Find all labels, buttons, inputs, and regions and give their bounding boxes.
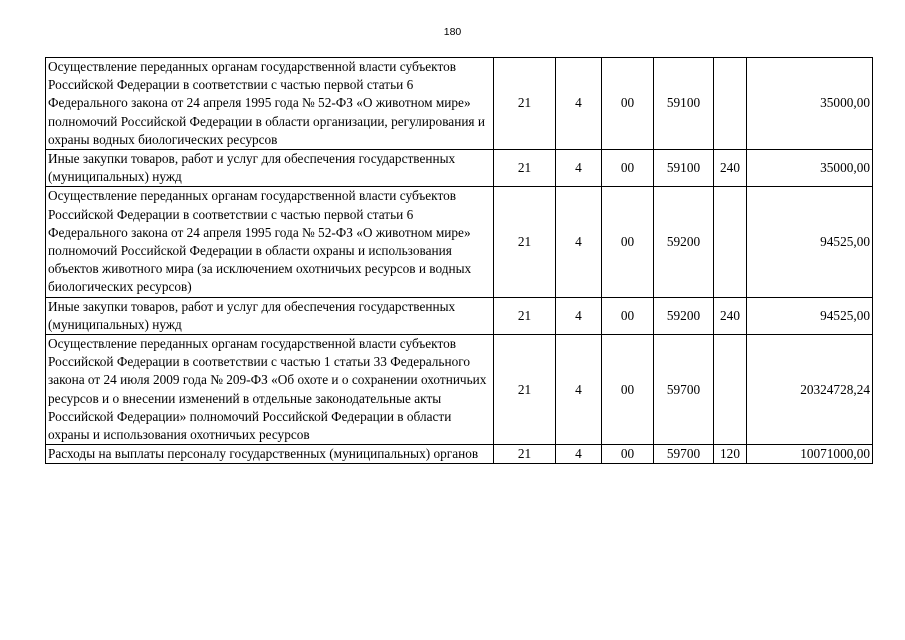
- row-ved: 21: [494, 150, 556, 187]
- budget-table: [45, 57, 873, 464]
- row-ved: 21: [494, 445, 556, 464]
- row-vr: 120: [714, 445, 747, 464]
- row-amount: 94525,00: [747, 187, 873, 297]
- row-amount: 35000,00: [747, 150, 873, 187]
- row-cs: 59200: [654, 297, 714, 334]
- row-name: Расходы на выплаты персоналу государственных (муниципальных) органов: [46, 445, 494, 464]
- row-amount: 35000,00: [747, 58, 873, 150]
- row-vr: 240: [714, 297, 747, 334]
- row-vr: [714, 187, 747, 297]
- row-rz: 4: [556, 58, 602, 150]
- row-pr: 00: [602, 297, 654, 334]
- row-cs: 59700: [654, 335, 714, 445]
- row-rz: 4: [556, 297, 602, 334]
- table-row: [46, 445, 873, 464]
- row-vr: [714, 335, 747, 445]
- table-row: [46, 150, 873, 187]
- page-number: 180: [443, 26, 462, 38]
- table-row: [46, 58, 873, 150]
- row-cs: 59100: [654, 150, 714, 187]
- row-pr: 00: [602, 335, 654, 445]
- row-name: Осуществление переданных органам государственной власти субъектов Российской Федерации в соответствии с частью первой статьи 6 Федерального закона от 24 апреля 1995 года № 52-ФЗ «О животном мире» полномочий Российской Федерации в области охраны и использования объектов животного мира (за исключением охотничьих ресурсов и водных биологических ресурсов): [46, 187, 494, 297]
- row-pr: 00: [602, 187, 654, 297]
- row-ved: 21: [494, 335, 556, 445]
- row-name: Иные закупки товаров, работ и услуг для обеспечения государственных (муниципальных) нужд: [46, 297, 494, 334]
- row-rz: 4: [556, 187, 602, 297]
- row-vr: [714, 58, 747, 150]
- row-rz: 4: [556, 335, 602, 445]
- row-amount: 94525,00: [747, 297, 873, 334]
- row-ved: 21: [494, 297, 556, 334]
- table-row: [46, 297, 873, 334]
- row-cs: 59200: [654, 187, 714, 297]
- row-pr: 00: [602, 58, 654, 150]
- row-ved: 21: [494, 187, 556, 297]
- row-name: Осуществление переданных органам государственной власти субъектов Российской Федерации в соответствии с частью 1 статьи 33 Федерального закона от 24 июля 2009 года № 209-ФЗ «Об охоте и о сохранении охотничьих ресурсов и о внесении изменений в отдельные законодательные акты Российской Федерации» полномочий Российской Федерации в области охраны и использования охотничьих ресурсов: [46, 335, 494, 445]
- row-cs: 59700: [654, 445, 714, 464]
- row-amount: 20324728,24: [747, 335, 873, 445]
- table-row: [46, 187, 873, 297]
- row-pr: 00: [602, 445, 654, 464]
- row-cs: 59100: [654, 58, 714, 150]
- row-ved: 21: [494, 58, 556, 150]
- row-name: Иные закупки товаров, работ и услуг для обеспечения государственных (муниципальных) нужд: [46, 150, 494, 187]
- row-pr: 00: [602, 150, 654, 187]
- row-name: Осуществление переданных органам государственной власти субъектов Российской Федерации в соответствии с частью первой статьи 6 Федерального закона от 24 апреля 1995 года № 52-ФЗ «О животном мире» полномочий Российской Федерации в области организации, регулирования и охраны водных биологических ресурсов: [46, 58, 494, 150]
- row-vr: 240: [714, 150, 747, 187]
- table-row: [46, 335, 873, 445]
- row-rz: 4: [556, 150, 602, 187]
- row-rz: 4: [556, 445, 602, 464]
- row-amount: 10071000,00: [747, 445, 873, 464]
